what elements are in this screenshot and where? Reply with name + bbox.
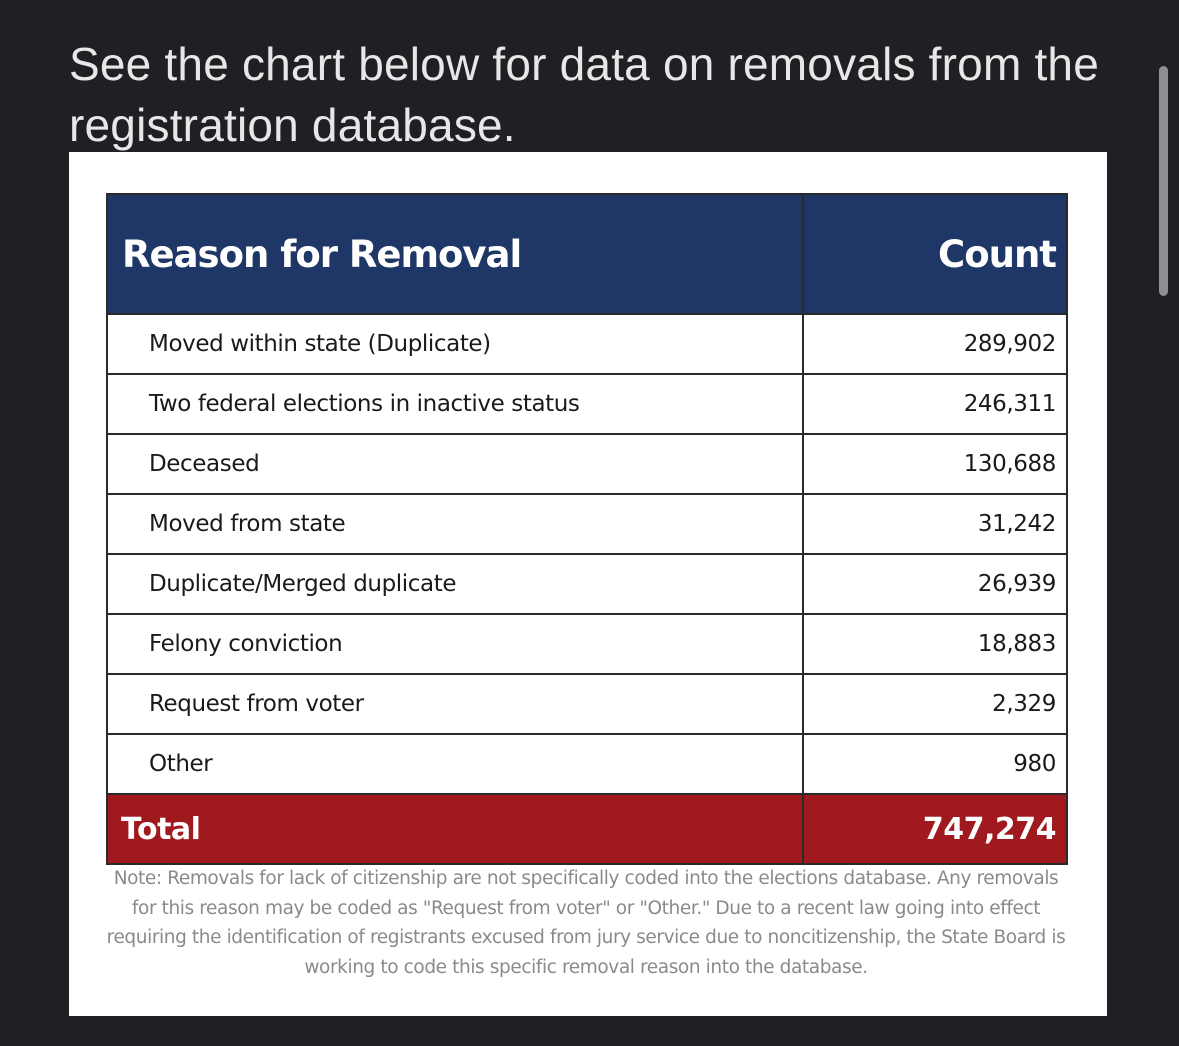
row-count: 26,939 (803, 554, 1067, 614)
total-count: 747,274 (803, 794, 1067, 864)
table-row (107, 614, 1067, 674)
row-reason: Two federal elections in inactive status (107, 374, 803, 434)
table-row (107, 374, 1067, 434)
row-count: 130,688 (803, 434, 1067, 494)
header-count: Count (803, 194, 1067, 314)
scrollbar-thumb[interactable] (1159, 66, 1168, 296)
table-header-row (107, 194, 1067, 314)
table-row (107, 434, 1067, 494)
total-label: Total (107, 794, 803, 864)
row-reason: Moved within state (Duplicate) (107, 314, 803, 374)
row-count: 289,902 (803, 314, 1067, 374)
row-reason: Felony conviction (107, 614, 803, 674)
table-row (107, 674, 1067, 734)
table-row (107, 554, 1067, 614)
row-count: 980 (803, 734, 1067, 794)
table-row (107, 314, 1067, 374)
removals-image[interactable] (69, 152, 1107, 1016)
post-text: See the chart below for data on removals from the registration database. (69, 38, 1099, 151)
table-row (107, 734, 1067, 794)
row-count: 246,311 (803, 374, 1067, 434)
header-reason: Reason for Removal (107, 194, 803, 314)
row-reason: Duplicate/Merged duplicate (107, 554, 803, 614)
row-reason: Moved from state (107, 494, 803, 554)
total-row (107, 794, 1067, 864)
row-count: 2,329 (803, 674, 1067, 734)
removals-table (106, 193, 1068, 865)
row-count: 18,883 (803, 614, 1067, 674)
row-count: 31,242 (803, 494, 1067, 554)
row-reason: Request from voter (107, 674, 803, 734)
table-note: Note: Removals for lack of citizenship are not specifically coded into the elections database. Any removals for this reason may be coded as "Request from voter" or "Other." Due to a recent law going into effect requiring the identification of registrants excused from jury service due to noncitizenship, the State Board is working to code this specific removal reason into the database. (106, 868, 1066, 978)
table-row (107, 494, 1067, 554)
row-reason: Other (107, 734, 803, 794)
row-reason: Deceased (107, 434, 803, 494)
